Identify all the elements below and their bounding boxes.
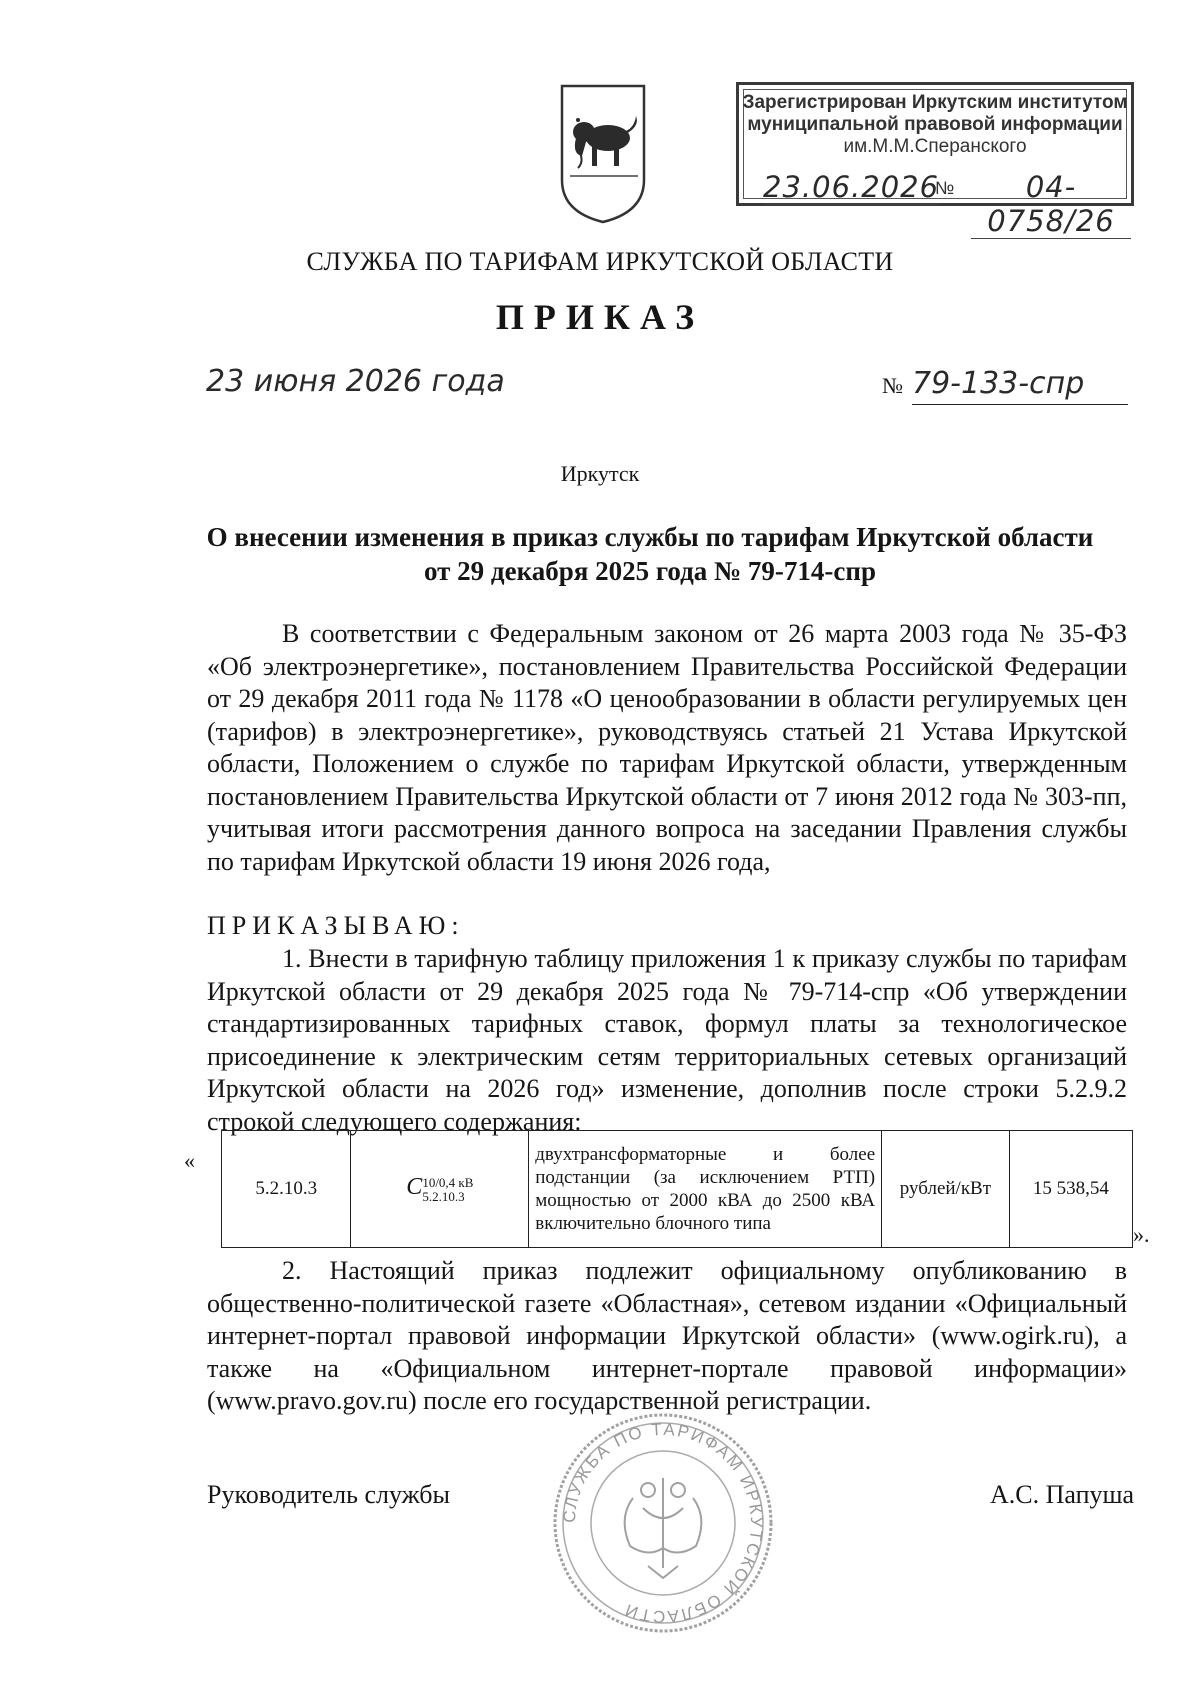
table-cell-code: 5.2.10.3 (222, 1131, 351, 1248)
registration-line-2: муниципальной правовой информации (747, 114, 1123, 135)
coat-of-arms-icon (556, 80, 650, 226)
quote-open: « (184, 1148, 195, 1173)
item-2-text: 2. Настоящий приказ подлежит официальному опубликованию в общественно-политической газете «Областная», сетевом издании «Официальный интернет-портал правовой информации Иркутской области» (www.ogirk.ru), а также на «Официальном интернет-портале правовой информации» (www.pravo.gov.ru) после его государственной регистрации. (207, 1256, 1127, 1415)
item-1-text: 1. Внести в тарифную таблицу приложения 1 к приказу службы по тарифам Иркутской области от 29 декабря 2025 года № 79-714-спр «Об утверждении стандартизированных тарифных ставок, формул платы за технологическое присоединение к электрическим сетям территориальных сетевых организаций Иркутской области на 2026 год» изменение, дополнив после строки 5.2.9.2 строкой следующего содержания: (207, 944, 1127, 1136)
order-word: ПРИКАЗЫВАЮ: (207, 911, 465, 940)
signatory-name: А.С. Папуша (990, 1480, 1135, 1509)
registration-line-3: им.М.М.Сперанского (843, 136, 1027, 157)
formula-subscript: 5.2.10.3 (422, 1188, 465, 1204)
seal-text: СЛУЖБА ПО ТАРИФАМ ИРКУТСКОЙ ОБЛАСТИ (559, 1419, 767, 1627)
formula-superscript: 10/0,4 кВ (422, 1174, 474, 1190)
order-date: 23 июня 2026 года (206, 364, 505, 399)
document-type: ПРИКАЗ (495, 297, 705, 337)
official-seal-icon (548, 1408, 778, 1638)
registration-date: 23.06.2026 (763, 170, 940, 204)
formula-symbol: C (406, 1174, 423, 1201)
order-number: 79-133-спр (912, 366, 1085, 401)
title-line-1: О внесении изменения в приказ службы по тарифам Иркутской области (206, 522, 1094, 552)
registration-number-label: № (935, 178, 955, 198)
table-row (222, 1131, 1133, 1248)
signatory-position: Руководитель службы (207, 1480, 450, 1509)
table-cell-unit: рублей/кВт (882, 1131, 1010, 1248)
agency-name: СЛУЖБА ПО ТАРИФАМ ИРКУТСКОЙ ОБЛАСТИ (306, 247, 894, 276)
order-number-underline (912, 404, 1128, 405)
city: Иркутск (560, 461, 640, 486)
preamble-paragraph (207, 618, 1127, 878)
title-line-2: от 29 декабря 2025 года № 79-714-спр (424, 556, 876, 586)
registration-number: 04-0758/26 (971, 170, 1131, 239)
registration-stamp (736, 82, 1134, 238)
quote-close: ». (1133, 1222, 1150, 1247)
table-cell-description: двухтрансформаторные и более подстанции (за исключением РТП) мощностью от 2000 кВА до 2500 кВА включительно блочного типа (529, 1131, 882, 1248)
item-1-paragraph (207, 943, 1127, 1138)
order-number-label: № (882, 373, 903, 398)
preamble-text: В соответствии с Федеральным законом от 26 марта 2003 года № 35-ФЗ «Об электроэнергетике», постановлением Правительства Российской Федерации от 29 декабря 2011 года № 1178 «О ценообразовании в области регулируемых цен (тарифов) в электроэнергетике», руководствуясь статьей 21 Устава Иркутской области, Положением о службе по тарифам Иркутской области, утвержденным постановлением Правительства Иркутской области от 7 июня 2012 года № 303-пп, учитывая итоги рассмотрения данного вопроса на заседании Правления службы по тарифам Иркутской области 19 июня 2026 года, (207, 619, 1127, 876)
registration-line-1: Зарегистрирован Иркутским институтом (742, 92, 1128, 113)
table-cell-value: 15 538,54 (1009, 1131, 1132, 1248)
table-cell-formula (351, 1131, 529, 1248)
item-2-paragraph (207, 1255, 1127, 1418)
document-title (150, 520, 1150, 588)
tariff-table (221, 1130, 1133, 1248)
